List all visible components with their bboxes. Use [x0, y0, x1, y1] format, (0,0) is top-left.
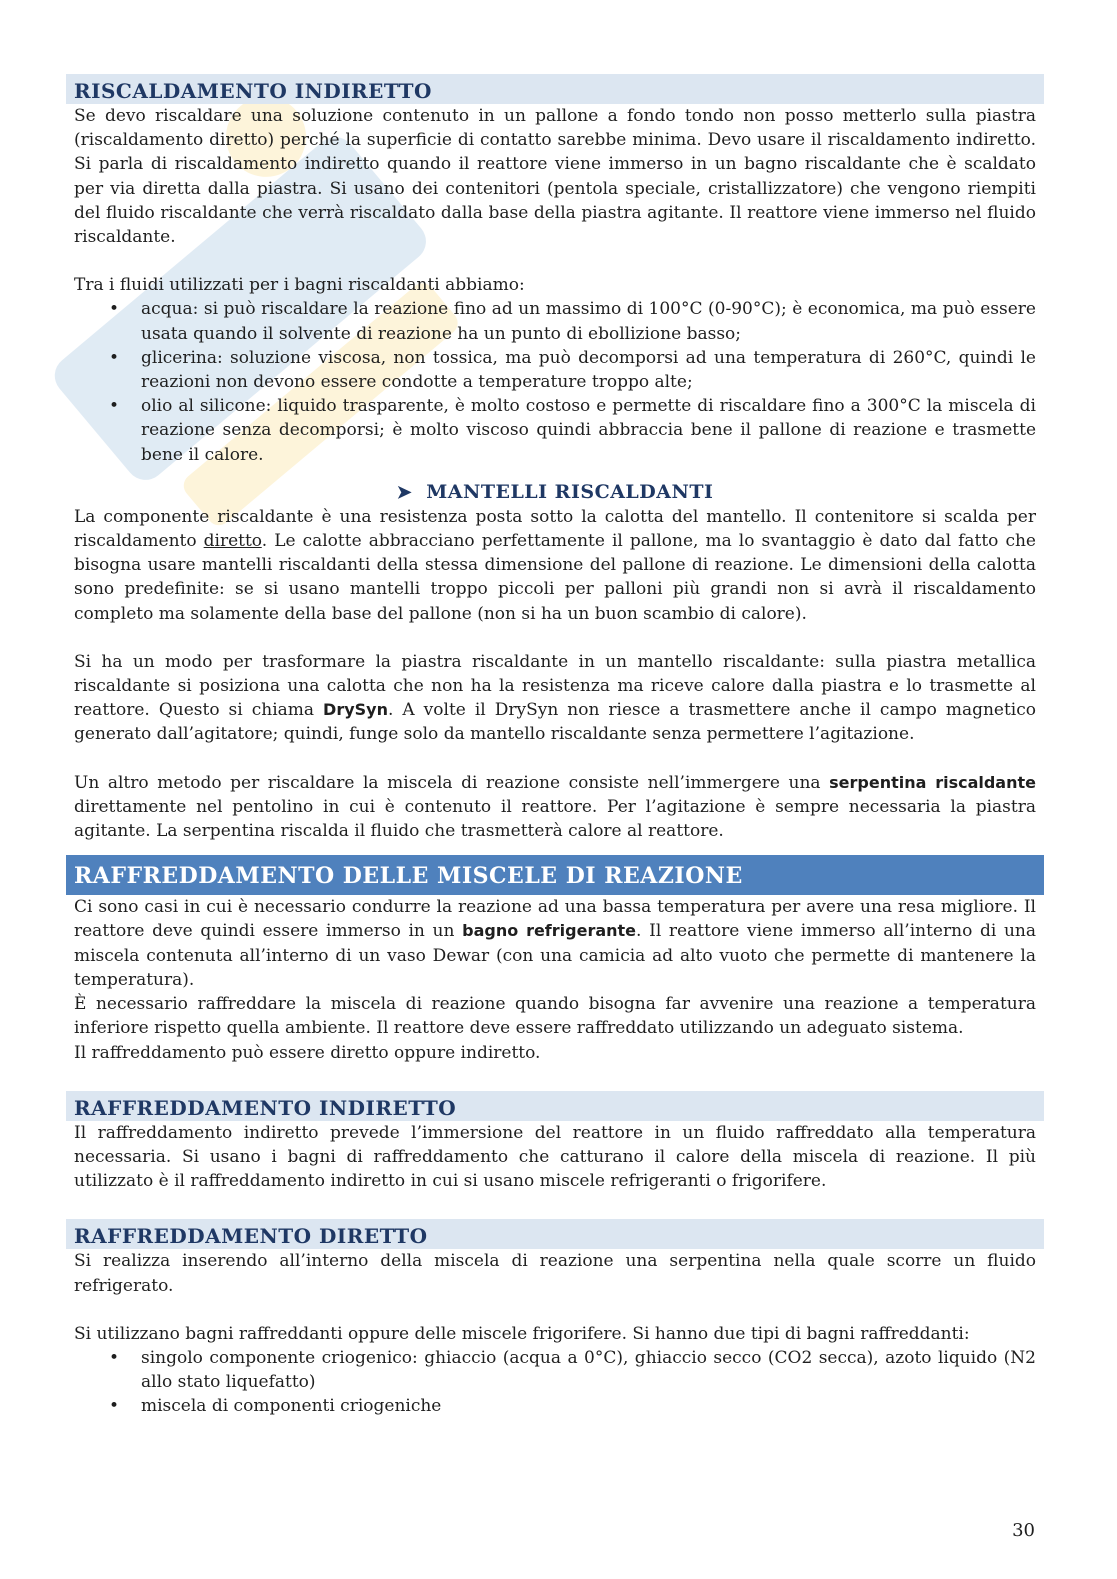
underlined-term: diretto [203, 531, 262, 552]
keyword-serpentina: serpentina riscaldante [829, 772, 1036, 792]
bullet-list [66, 1346, 1044, 1419]
arrow-right-icon: ➤ [396, 481, 413, 503]
bullet-icon: • [109, 1396, 120, 1417]
list-item: • miscela di componenti criogeniche [141, 1394, 1036, 1418]
list-item: • olio al silicone: liquido trasparente, è molto costoso e permette di riscaldare fino a 300°C la miscela di reazione senza decomporsi; è molto viscoso quindi abbraccia bene il pallone di reazione e trasmette bene il calore. [109, 396, 1036, 465]
list-item: • acqua: si può riscaldare la reazione fino ad un massimo di 100°C (0-90°C); è economica, ma può essere usata quando il solvente di reazione ha un punto di ebollizione basso; [109, 299, 1036, 344]
bullet-icon: • [109, 396, 120, 417]
paragraph: Il raffreddamento può essere diretto oppure indiretto. [74, 1042, 541, 1063]
paragraph: Si ha un modo per trasformare la piastra riscaldante in un mantello riscaldante: sulla piastra metallica riscaldante si posiziona una calotta che non ha la resistenza ma riceve calore dalla piastra e lo trasmette al reattore. Questo si chiama DrySyn. A volte il DrySyn non riesce a trasmettere anche il campo magnetico generato dall’agitatore; quindi, funge solo da mantello riscaldante senza permettere l’agitazione. [74, 651, 1036, 745]
list-item: • singolo componente criogenico: ghiaccio (acqua a 0°C), ghiaccio secco (CO2 secca), azoto liquido (N2 allo stato liquefatto) [109, 1347, 1036, 1393]
paragraph: È necessario raffreddare la miscela di reazione quando bisogna far avvenire una reazione a temperatura inferiore rispetto quella ambiente. Il reattore deve essere raffreddato utilizzando un adeguato sistema. [74, 994, 1036, 1039]
section-heading-riscaldamento-indiretto: RISCALDAMENTO INDIRETTO [66, 74, 1044, 104]
document-page [66, 74, 1044, 1419]
paragraph: Un altro metodo per riscaldare la miscela di reazione consiste nell’immergere una serpentina riscaldante direttamente nel pentolino in cui è contenuto il reattore. Per l’agitazione è sempre necessaria la piastra agitante. La serpentina riscalda il fluido che trasmetterà calore al reattore. [74, 772, 1036, 842]
paragraph: Si utilizzano bagni raffreddanti oppure delle miscele frigorifere. Si hanno due tipi di bagni raffreddanti: [74, 1323, 970, 1344]
bullet-icon: • [109, 347, 120, 368]
section-heading-raffreddamento-diretto: RAFFREDDAMENTO DIRETTO [66, 1219, 1044, 1249]
section-heading-raffreddamento-indiretto: RAFFREDDAMENTO INDIRETTO [66, 1091, 1044, 1121]
section-heading-raffreddamento-miscele: RAFFREDDAMENTO DELLE MISCELE DI REAZIONE [66, 855, 1044, 895]
paragraph: Ci sono casi in cui è necessario condurre la reazione ad una bassa temperatura per avere una resa migliore. Il reattore deve quindi essere immerso in un bagno refrigerante. Il reattore viene immerso all’interno di una miscela contenuta all’interno di un vaso Dewar (con una camicia ad alto vuoto che permette di mantenere la temperatura). [74, 897, 1036, 990]
paragraph: Tra i fluidi utilizzati per i bagni riscaldanti abbiamo: [74, 275, 525, 296]
keyword-bagno-refrigerante: bagno refrigerante [462, 921, 637, 941]
bullet-list [66, 297, 1044, 466]
page-number: 30 [1012, 1520, 1035, 1541]
list-item: • glicerina: soluzione viscosa, non tossica, ma può decomporsi ad una temperatura di 260°C, quindi le reazioni non devono essere condotte a temperature troppo alte; [109, 347, 1036, 393]
paragraph: Si realizza inserendo all’interno della miscela di reazione una serpentina nella quale scorre un fluido refrigerato. [74, 1251, 1036, 1296]
bullet-icon: • [109, 299, 120, 320]
bullet-icon: • [109, 1347, 120, 1368]
subheading-mantelli-riscaldanti: ➤ MANTELLI RISCALDANTI [396, 480, 714, 503]
paragraph: Se devo riscaldare una soluzione contenuto in un pallone a fondo tondo non posso metterlo sulla piastra (riscaldamento diretto) perché la superficie di contatto sarebbe minima. Devo usare il riscaldamento indiretto. Si parla di riscaldamento indiretto quando il reattore viene immerso in un bagno riscaldante che è scaldato per via diretta dalla piastra. Si usano dei contenitori (pentola speciale, cristallizzatore) che vengono riempiti del fluido riscaldante che verrà riscaldato dalla base della piastra agitante. Il reattore viene immerso nel fluido riscaldante. [74, 106, 1036, 248]
keyword-drysyn: DrySyn [323, 700, 388, 720]
paragraph: Il raffreddamento indiretto prevede l’immersione del reattore in un fluido raffreddato alla temperatura necessaria. Si usano i bagni di raffreddamento che catturano il calore della miscela di reazione. Il più utilizzato è il raffreddamento indiretto in cui si usano miscele refrigeranti o frigorifere. [74, 1122, 1036, 1192]
paragraph: La componente riscaldante è una resistenza posta sotto la calotta del mantello. Il contenitore si scalda per riscaldamento diretto. Le calotte abbracciano perfettamente il pallone, ma lo svantaggio è dato dal fatto che bisogna usare mantelli riscaldanti della stessa dimensione del pallone di reazione. Le dimensioni della calotta sono predefinite: se si usano mantelli troppo piccoli per palloni più grandi non si avrà il riscaldamento completo ma solamente della base del pallone (non si ha un buon scambio di calore). [74, 506, 1036, 624]
